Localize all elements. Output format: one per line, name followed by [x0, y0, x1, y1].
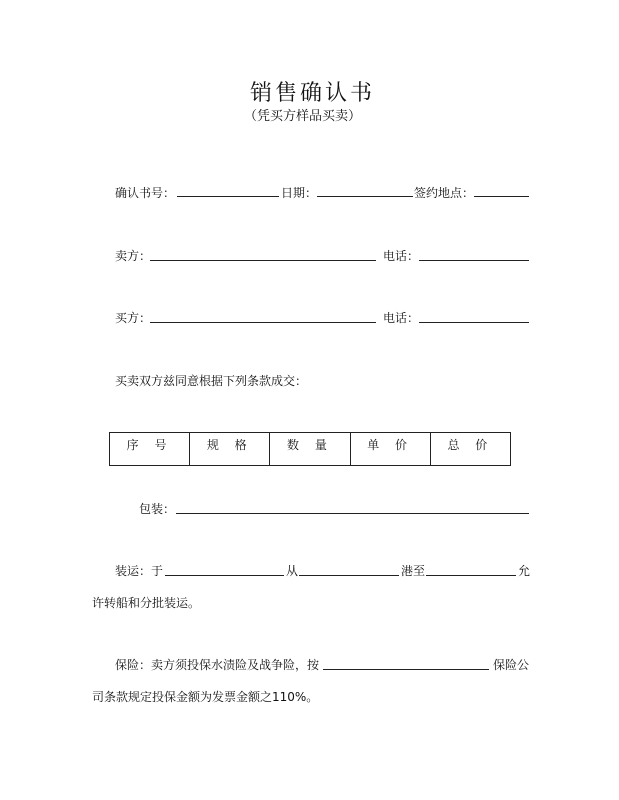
column-header-total-price: 总 价 — [430, 433, 510, 466]
seller-field[interactable] — [150, 260, 376, 261]
shipment-from-label: 从 — [286, 564, 299, 578]
seller-label: 卖方： — [115, 249, 152, 263]
shipment-allow-text: 允 — [518, 564, 531, 578]
buyer-field[interactable] — [150, 322, 376, 323]
buyer-label: 买方： — [115, 311, 152, 325]
column-header-unit-price: 单 价 — [350, 433, 430, 466]
shipment-label: 装运：于 — [115, 564, 164, 578]
agreement-text: 买卖双方兹同意根据下列条款成交： — [115, 374, 308, 388]
shipment-time-field[interactable] — [165, 575, 284, 576]
packing-field[interactable] — [176, 513, 529, 514]
insurance-line1-text: 保险：卖方须投保水渍险及战争险，按 — [115, 658, 320, 672]
date-label: 日期： — [281, 186, 318, 200]
column-header-serial: 序 号 — [110, 433, 190, 466]
column-header-spec: 规 格 — [190, 433, 270, 466]
shipment-port-to-label: 港至 — [401, 564, 426, 578]
confirmation-number-field[interactable] — [177, 196, 279, 197]
seller-phone-field[interactable] — [419, 260, 529, 261]
document-title: 销售确认书 — [250, 81, 376, 106]
confirmation-number-label: 确认书号： — [115, 186, 176, 200]
signing-place-field[interactable] — [474, 196, 529, 197]
items-table — [109, 432, 511, 466]
table-header-row — [110, 433, 511, 466]
seller-phone-label: 电话： — [383, 249, 420, 263]
buyer-phone-label: 电话： — [383, 311, 420, 325]
date-field[interactable] — [317, 196, 413, 197]
shipment-from-field[interactable] — [299, 575, 399, 576]
column-header-quantity: 数 量 — [270, 433, 350, 466]
insurance-line2-text: 司条款规定投保金额为发票金额之110%。 — [92, 690, 319, 704]
buyer-phone-field[interactable] — [419, 322, 529, 323]
packing-label: 包装： — [139, 502, 176, 516]
insurance-company-field[interactable] — [323, 669, 489, 670]
shipment-line2-text: 许转船和分批装运。 — [92, 596, 201, 610]
signing-place-label: 签约地点： — [414, 186, 475, 200]
insurance-line1-end-text: 保险公 — [493, 658, 530, 672]
shipment-destination-field[interactable] — [426, 575, 516, 576]
document-subtitle: （凭买方样品买卖） — [244, 109, 362, 124]
